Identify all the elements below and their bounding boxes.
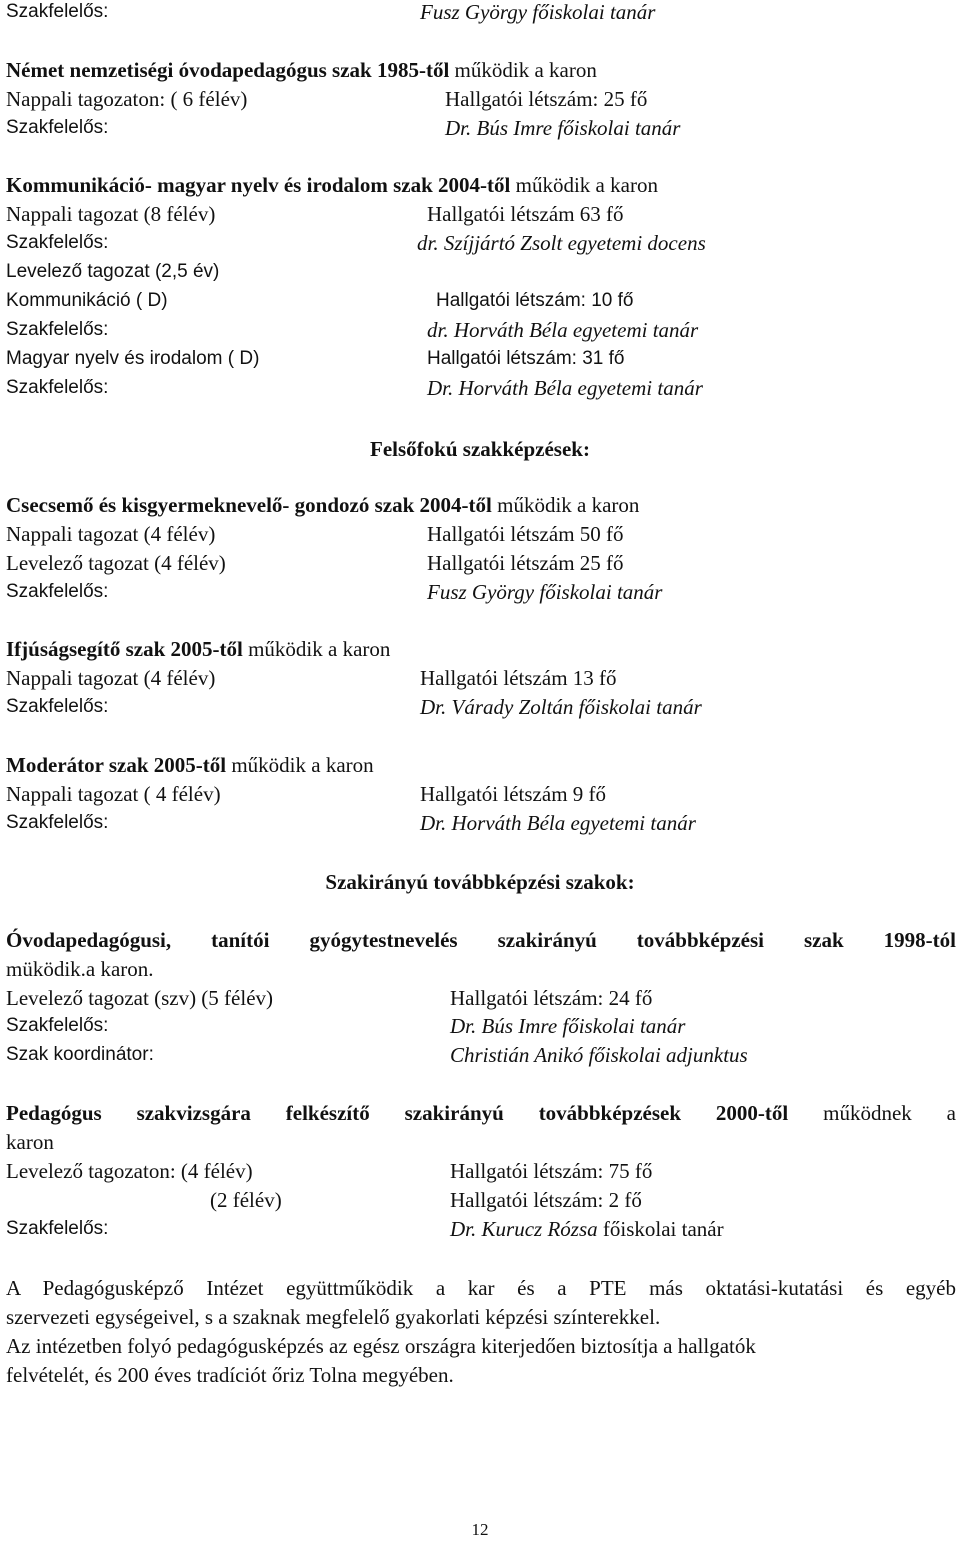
label-szakfelelos: Szakfelelős: [6,1015,109,1036]
hallgatoi-letszam: Hallgatói létszám 25 fő [427,551,624,575]
value-szakfelelos: Fusz György főiskolai tanár [420,0,656,24]
value-szakfelelos: Dr. Bús Imre főiskolai tanár [445,116,681,140]
section-heading: Szakirányú továbbképzési szakok: [325,870,635,894]
label-szakfelelos: Szakfelelős: [6,377,109,398]
section-title-bold: Kommunikáció- magyar nyelv és irodalom szak 2004-től [6,173,511,197]
hallgatoi-letszam: Hallgatói létszám: 25 fő [445,87,648,111]
value-koordinator: Christián Anikó főiskolai adjunktus [450,1043,748,1067]
section-title-bold: Moderátor szak 2005-től [6,753,227,777]
levelezo-label: Levelező tagozat (2,5 év) [6,261,220,282]
value-szakfelelos [420,695,702,719]
section-title-moderator [6,753,374,777]
person-rank: főiskolai tanár [597,1217,724,1241]
label-szakfelelos: Szakfelelős: [6,232,109,253]
hallgatoi-letszam: Hallgatói létszám 63 fő [427,202,624,226]
section-title-bold: Csecsemő és kisgyermeknevelő- gondozó szak 2004-től [6,493,492,517]
person-name: Szíjjártó Zsolt egyetemi docens [438,231,706,255]
value-szakfelelos [450,1014,685,1038]
paragraph-line: Az intézetben folyó pedagógusképzés az egész országra kiterjedően biztosítja a hallgatók [6,1334,756,1358]
title-prefix: dr. [417,231,439,255]
page-number: 12 [471,1520,489,1539]
nappali-label: Nappali tagozaton: ( 6 félév) [6,87,248,111]
value-szakfelelos [427,318,698,342]
levelezo-label: Levelező tagozat (4 félév) [6,551,226,575]
hallgatoi-letszam: Hallgatói létszám 9 fő [420,782,607,806]
levelezo-label: Levelező tagozat (szv) (5 félév) [6,986,274,1010]
label-szakfelelos: Szakfelelős: [6,1,109,22]
person-name: Horváth Béla egyetemi tanár [446,811,696,835]
section-title-tail: működik a karon [449,58,597,82]
title-prefix: dr. [427,318,449,342]
value-szakfelelos [427,376,703,400]
section-title-csecsemo [6,493,639,517]
nappali-label: Nappali tagozat (8 félév) [6,202,216,226]
section-title-continuation: karon [6,1130,54,1154]
label-szakfelelos: Szakfelelős: [6,319,109,340]
section-title-tail: működnek a [788,1101,956,1125]
subprogram-label: Magyar nyelv és irodalom ( D) [6,348,260,369]
nappali-label: Nappali tagozat (4 félév) [6,666,216,690]
paragraph-line: szervezeti egységeivel, s a szaknak megfelelő gyakorlati képzési színterekkel. [6,1305,661,1329]
label-koordinator: Szak koordinátor: [6,1044,154,1065]
person-name: Kurucz Rózsa [476,1217,598,1241]
section-heading: Felsőfokú szakképzések: [370,437,590,461]
section-title-kommunikacio [6,173,658,197]
person-name: Horváth Béla egyetemi tanár [453,376,703,400]
paragraph-line: A Pedagógusképző Intézet együttműködik a kar és a PTE más oktatási-kutatási és egyéb [6,1276,956,1300]
hallgatoi-letszam: Hallgatói létszám: 75 fő [450,1159,653,1183]
section-title-tail: működik a karon [510,173,658,197]
subprogram-label: Kommunikáció ( D) [6,290,168,311]
section-title-tail: működik a karon [242,637,391,661]
label-szakfelelos: Szakfelelős: [6,1218,109,1239]
nappali-label: Nappali tagozat ( 4 félév) [6,782,221,806]
person-name: Horváth Béla egyetemi tanár [448,318,699,342]
section-title-pedagogus-szakvizsga [6,1101,956,1125]
hallgatoi-letszam: Hallgatói létszám: 2 fő [450,1188,642,1212]
title-prefix: Dr. [450,1014,477,1038]
value-szakfelelos: Fusz György főiskolai tanár [427,580,663,604]
label-szakfelelos: Szakfelelős: [6,696,109,717]
hallgatoi-letszam: Hallgatói létszám 50 fő [427,522,624,546]
title-prefix: Dr. [427,376,454,400]
label-szakfelelos: Szakfelelős: [6,812,109,833]
felev-label: (2 félév) [210,1188,282,1212]
title-prefix: Dr. [420,695,447,719]
paragraph-line: felvételét, és 200 éves tradíciót őriz Tolna megyében. [6,1363,454,1387]
value-szakfelelos [450,1217,724,1241]
nappali-label: Nappali tagozat (4 félév) [6,522,216,546]
title-prefix: Dr. [450,1217,477,1241]
hallgatoi-letszam: Hallgatói létszám: 24 fő [450,986,653,1010]
title-prefix: Dr. [420,811,447,835]
label-szakfelelos: Szakfelelős: [6,117,109,138]
levelezo-label: Levelező tagozaton: (4 félév) [6,1159,253,1183]
section-title-tail: működik a karon [226,753,374,777]
section-title-bold: Pedagógus szakvizsgára felkészítő szakirányú továbbképzések 2000-től [6,1101,789,1125]
section-title-bold: Német nemzetiségi óvodapedagógus szak 1985-től [6,58,450,82]
hallgatoi-letszam: Hallgatói létszám 13 fő [420,666,617,690]
value-szakfelelos [417,231,706,255]
label-szakfelelos: Szakfelelős: [6,581,109,602]
person-name: Várady Zoltán főiskolai tanár [446,695,702,719]
section-title-ifjusagsegito [6,637,390,661]
section-title-bold: Ifjúságsegítő szak 2005-től [6,637,243,661]
section-title-tail: működik a karon [491,493,640,517]
value-szakfelelos [420,811,696,835]
hallgatoi-letszam: Hallgatói létszám: 10 fő [436,290,634,311]
hallgatoi-letszam: Hallgatói létszám: 31 fő [427,348,625,369]
section-title-ovodapedagogusi: Óvodapedagógusi, tanítói gyógytestnevelés szakirányú továbbképzési szak 1998-tól [6,928,956,952]
section-title-continuation: müködik.a karon. [6,957,154,981]
person-name: Bús Imre főiskolai tanár [476,1014,686,1038]
section-title-nemet [6,58,597,82]
